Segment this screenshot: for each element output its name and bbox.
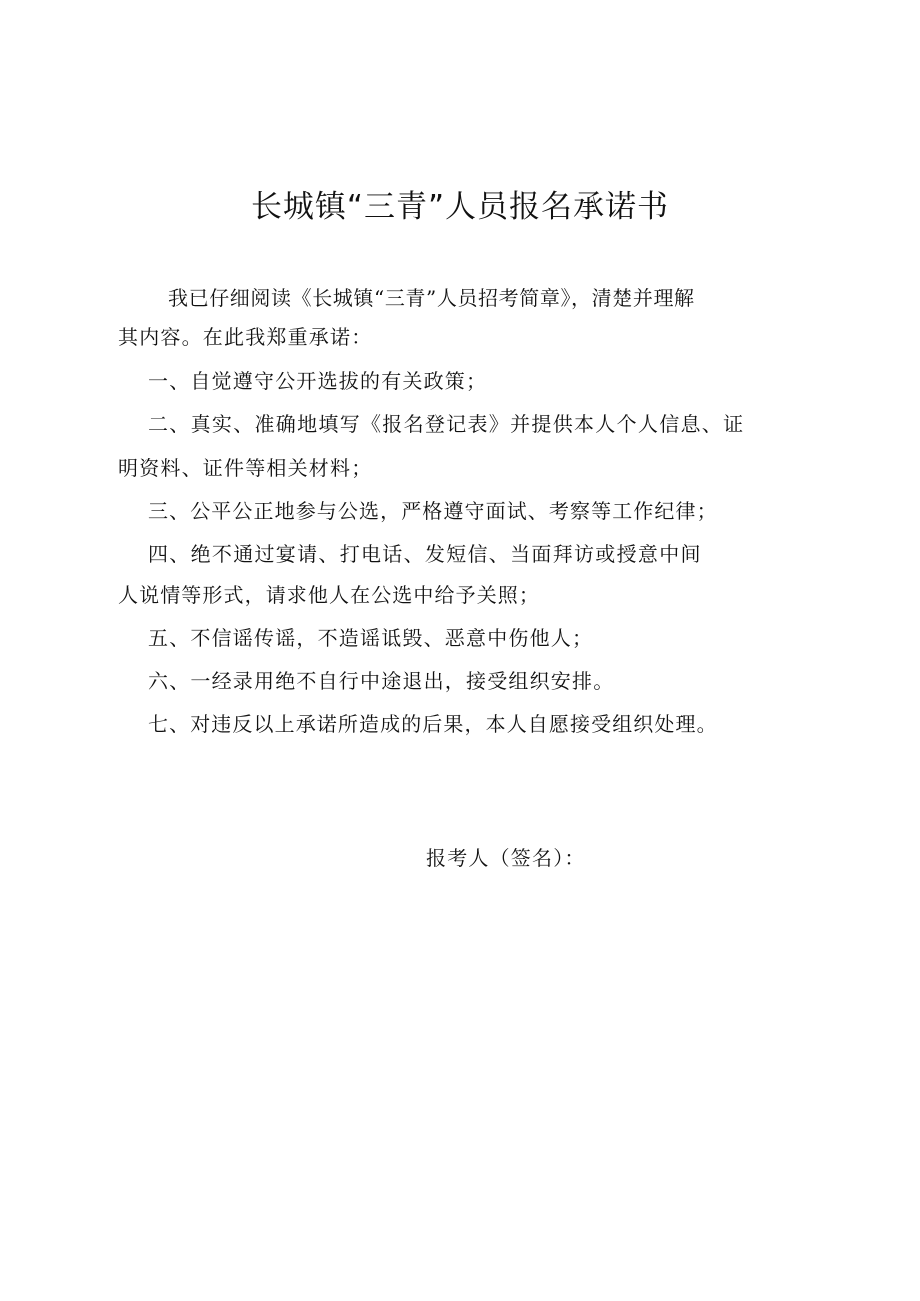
document-title: 长城镇“三青”人员报名承诺书 [250, 189, 670, 225]
pledge-item-4-line-2: 人说情等形式，请求他人在公选中给予关照； [118, 583, 540, 607]
intro-line-2: 其内容。在此我郑重承诺： [118, 325, 373, 349]
pledge-item-5: 五、不信谣传谣，不造谣诋毁、恶意中伤他人； [148, 626, 594, 650]
pledge-item-3: 三、公平公正地参与公选，严格遵守面试、考察等工作纪律； [148, 499, 718, 523]
pledge-item-7: 七、对违反以上承诺所造成的后果，本人自愿接受组织处理。 [148, 712, 718, 736]
signature-label: 报考人（签名）： [426, 846, 586, 870]
pledge-item-2-line-1: 二、真实、准确地填写《报名登记表》并提供本人个人信息、证 [148, 412, 745, 436]
pledge-item-2-line-2: 明资料、证件等相关材料； [118, 456, 373, 480]
pledge-item-1: 一、自觉遵守公开选拔的有关政策； [148, 369, 488, 393]
intro-line-1: 我已仔细阅读《长城镇“三青”人员招考简章》，清楚并理解 [168, 286, 695, 310]
pledge-item-6: 六、一经录用绝不自行中途退出，接受组织安排。 [148, 669, 615, 693]
pledge-item-4-line-1: 四、绝不通过宴请、打电话、发短信、当面拜访或授意中间 [148, 542, 702, 566]
